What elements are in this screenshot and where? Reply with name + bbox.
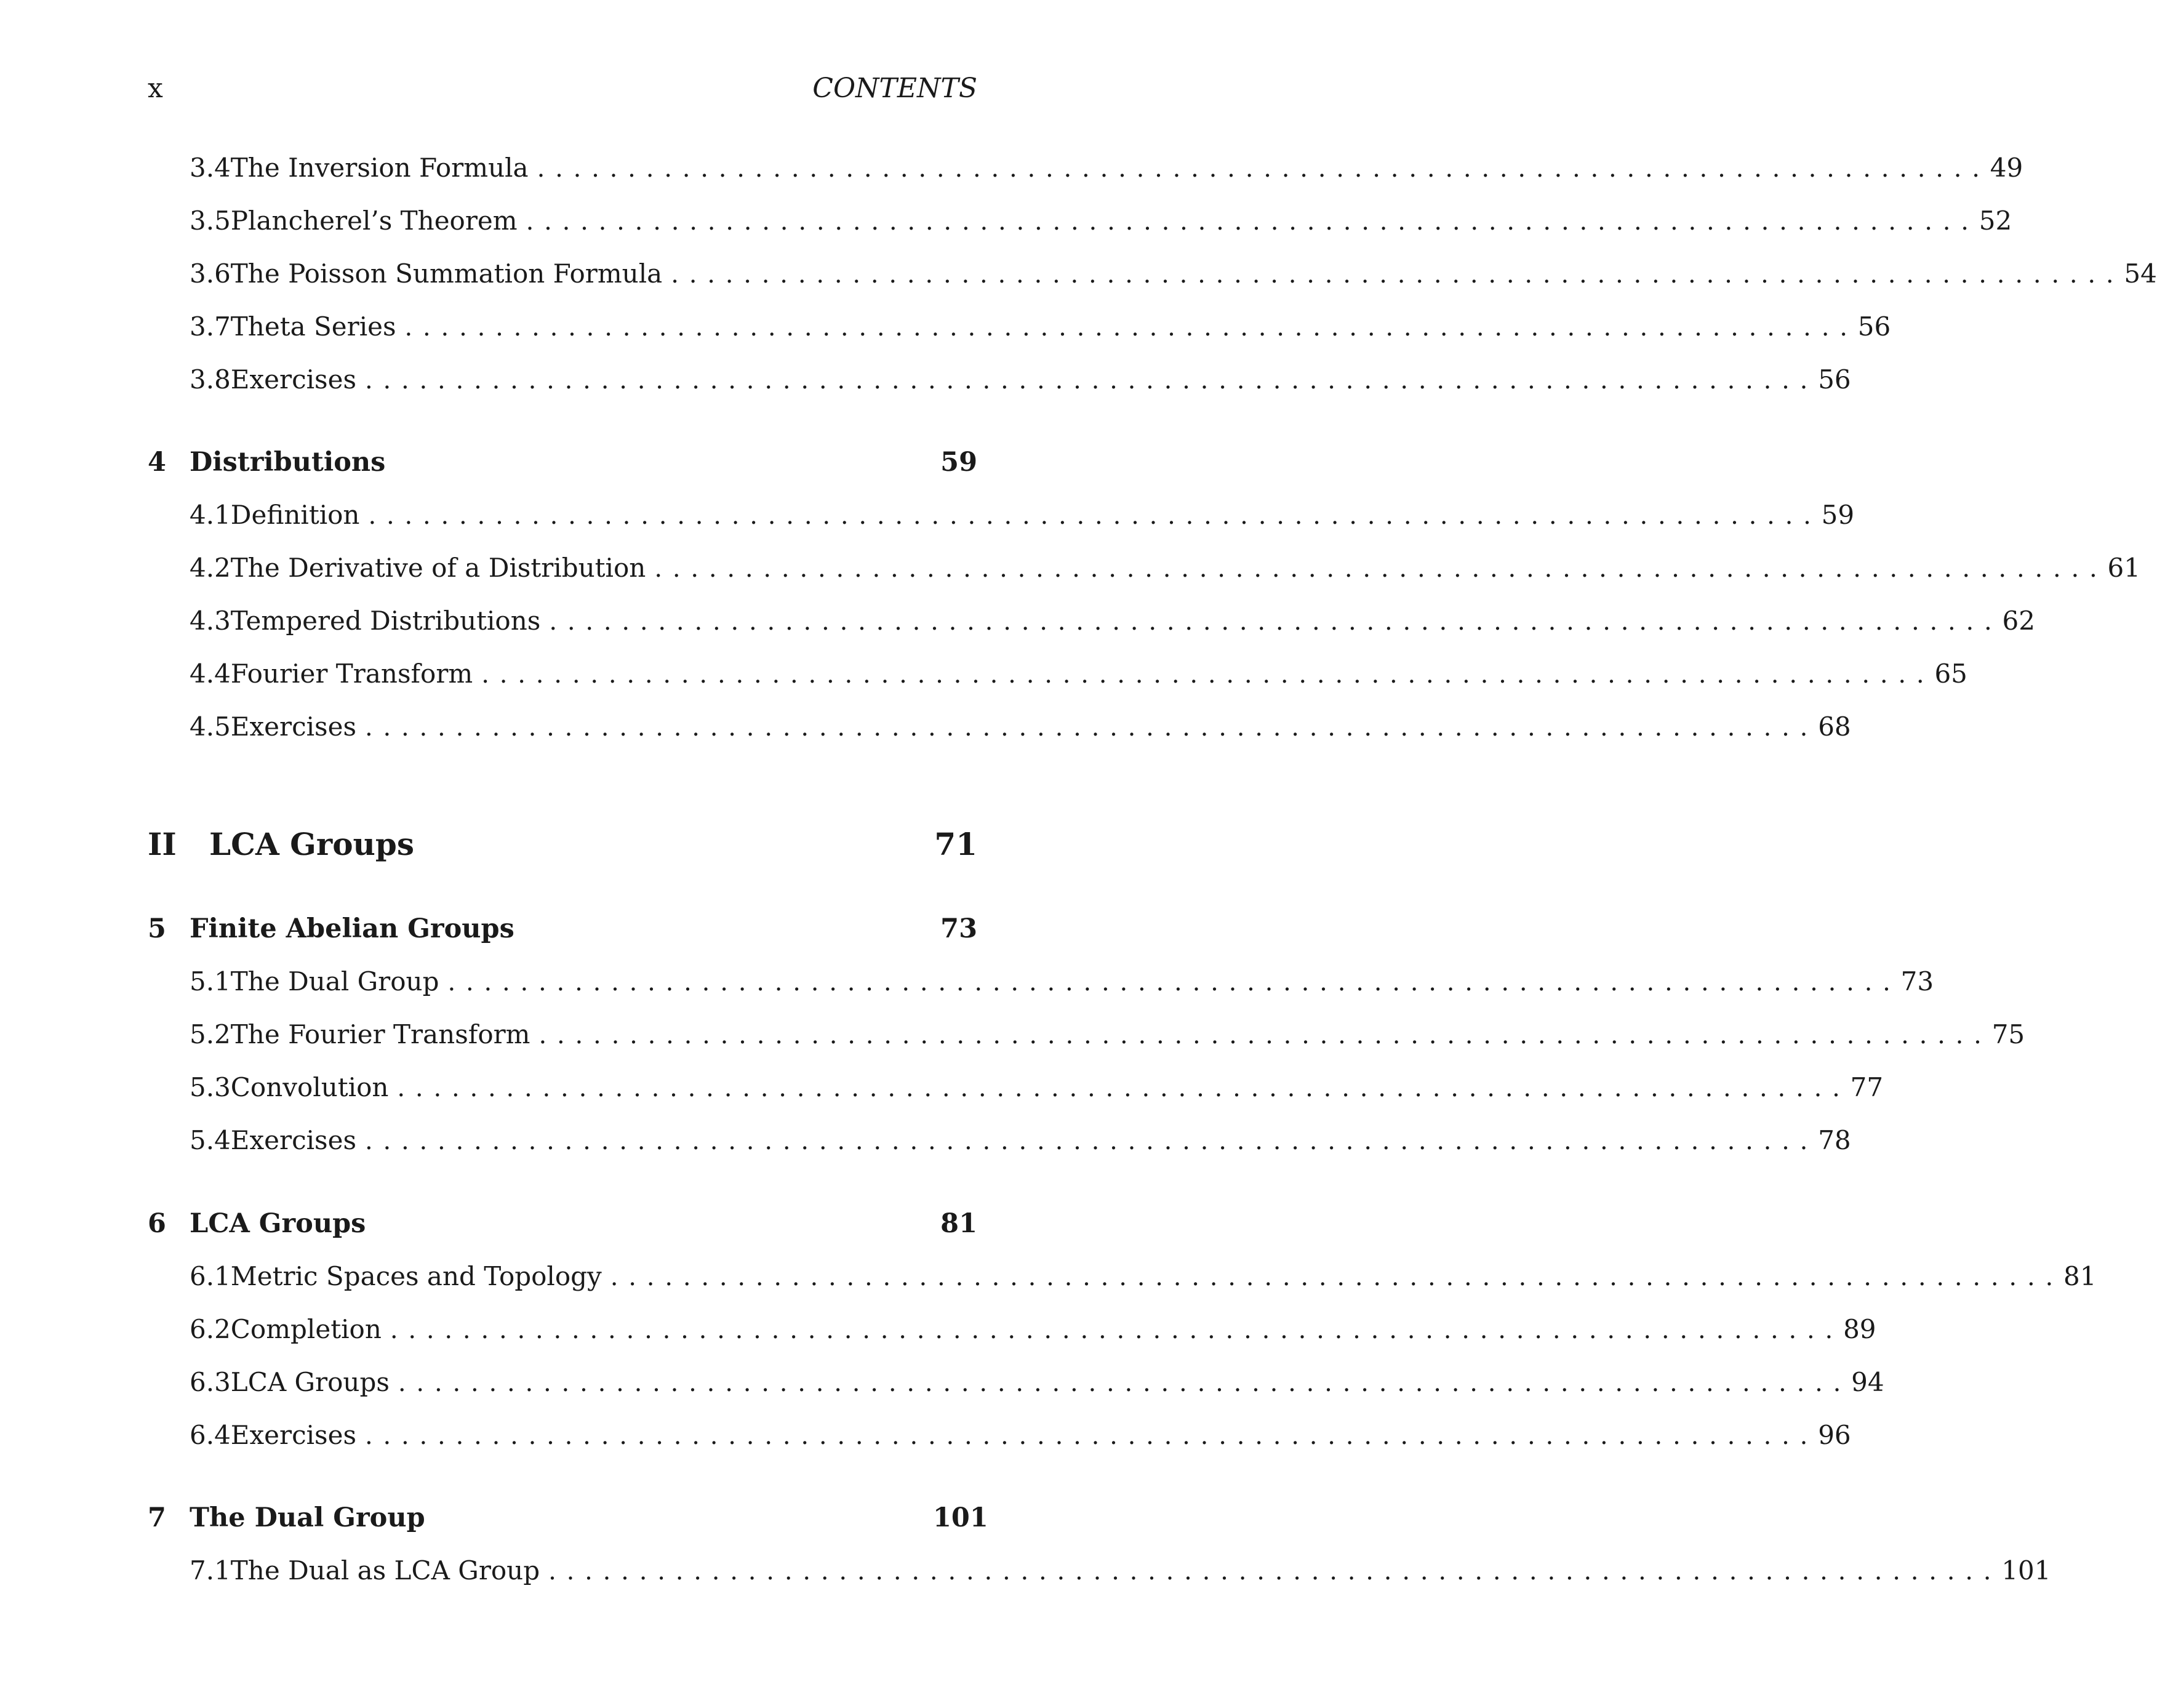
entry-number: 5.4 — [190, 1125, 231, 1155]
entry-number: 6.2 — [190, 1314, 231, 1344]
dot-leader: ................................................................................ — [548, 1557, 2002, 1586]
chapter-page: 59 — [940, 447, 977, 478]
entry-number: 3.5 — [190, 206, 231, 236]
entry-page: 52 — [1979, 206, 2012, 236]
entry-page: 73 — [1900, 966, 1934, 996]
toc-entry-section[interactable] — [148, 606, 2035, 643]
entry-page: 96 — [1818, 1420, 1851, 1450]
toc-entry-section[interactable] — [148, 364, 1851, 401]
toc-entry-section[interactable] — [148, 553, 2140, 590]
entry-title: Completion — [230, 1314, 382, 1344]
dot-leader: ................................................................................ — [538, 1021, 1992, 1049]
dot-leader: ................................................................................ — [397, 1074, 1851, 1102]
entry-page: 75 — [1991, 1019, 2025, 1049]
entry-title: The Fourier Transform — [230, 1019, 530, 1049]
entry-title: Exercises — [230, 1420, 356, 1450]
entry-page: 56 — [1857, 311, 1891, 342]
chapter-number: 7 — [148, 1502, 166, 1533]
entry-page: 89 — [1843, 1314, 1876, 1344]
entry-title: Fourier Transform — [230, 659, 473, 689]
page-number: x — [148, 73, 163, 104]
dot-leader: ................................................................................ — [365, 713, 1819, 742]
entry-page: 68 — [1818, 712, 1851, 742]
entry-title: Exercises — [230, 712, 356, 742]
entry-number: 4.5 — [190, 712, 231, 742]
toc-entry-section[interactable] — [148, 206, 2012, 243]
entry-number: 6.1 — [190, 1261, 231, 1291]
entry-page: 54 — [2124, 259, 2157, 289]
entry-title: Exercises — [230, 364, 356, 395]
toc-entry-section[interactable] — [148, 1072, 1884, 1109]
toc-entry-section[interactable] — [148, 712, 1851, 748]
toc-entry-section[interactable] — [148, 311, 1891, 348]
dot-leader: ................................................................................ — [549, 607, 2003, 636]
part-title: LCA Groups — [209, 826, 415, 862]
running-title: CONTENTS — [812, 73, 977, 104]
chapter-title: LCA Groups — [190, 1208, 366, 1239]
entry-title: Exercises — [230, 1125, 356, 1155]
toc-entry-section[interactable] — [148, 259, 2157, 295]
toc-entry-section[interactable] — [148, 1555, 2051, 1592]
chapter-number: 4 — [148, 447, 166, 478]
entry-page: 78 — [1818, 1125, 1851, 1155]
entry-number: 4.2 — [190, 553, 231, 583]
entry-title: Theta Series — [230, 311, 396, 342]
entry-page: 81 — [2063, 1261, 2097, 1291]
dot-leader: ................................................................................ — [610, 1263, 2063, 1291]
toc-entry-part[interactable] — [148, 826, 977, 863]
toc-entry-section[interactable] — [148, 1019, 2025, 1056]
entry-page: 49 — [1990, 153, 2023, 183]
entry-title: Definition — [230, 500, 360, 530]
entry-title: Metric Spaces and Topology — [230, 1261, 602, 1291]
entry-title: The Inversion Formula — [230, 153, 529, 183]
entry-page: 77 — [1850, 1072, 1884, 1102]
entry-title: The Derivative of a Distribution — [230, 553, 646, 583]
toc-entry-chapter[interactable] — [148, 1208, 977, 1245]
toc-entry-section[interactable] — [148, 153, 2023, 190]
toc-entry-section[interactable] — [148, 1125, 1851, 1162]
dot-leader: ................................................................................ — [365, 1422, 1819, 1450]
dot-leader: ................................................................................ — [404, 313, 1858, 342]
entry-number: 4.3 — [190, 606, 231, 636]
chapter-title: Distributions — [190, 447, 386, 478]
entry-number: 3.7 — [190, 311, 231, 342]
toc-entry-chapter[interactable] — [148, 447, 977, 484]
part-number: II — [148, 826, 177, 862]
toc-entry-section[interactable] — [148, 966, 1934, 1003]
entry-title: Plancherel’s Theorem — [230, 206, 518, 236]
toc-entry-section[interactable] — [148, 500, 1855, 537]
chapter-title: Finite Abelian Groups — [190, 913, 514, 944]
entry-number: 7.1 — [190, 1555, 231, 1586]
toc-entry-section[interactable] — [148, 1367, 1884, 1404]
entry-number: 6.3 — [190, 1367, 231, 1397]
chapter-page: 101 — [933, 1502, 988, 1533]
entry-number: 4.1 — [190, 500, 231, 530]
dot-leader: ................................................................................ — [365, 1127, 1819, 1155]
chapter-page: 81 — [940, 1208, 977, 1239]
toc-entry-section[interactable] — [148, 1314, 1876, 1351]
entry-title: Convolution — [230, 1072, 389, 1102]
toc-entry-section[interactable] — [148, 1420, 1851, 1457]
entry-page: 59 — [1821, 500, 1855, 530]
entry-title: The Poisson Summation Formula — [230, 259, 663, 289]
entry-number: 5.2 — [190, 1019, 231, 1049]
entry-page: 56 — [1818, 364, 1851, 395]
entry-number: 5.3 — [190, 1072, 231, 1102]
toc-entry-section[interactable] — [148, 1261, 2097, 1298]
dot-leader: ................................................................................ — [481, 660, 1935, 689]
toc-entry-section[interactable] — [148, 659, 1967, 696]
part-page: 71 — [934, 826, 977, 862]
dot-leader: ................................................................................ — [398, 1369, 1852, 1397]
entry-page: 61 — [2107, 553, 2140, 583]
entry-title: Tempered Distributions — [230, 606, 541, 636]
toc-entry-chapter[interactable] — [148, 913, 977, 950]
dot-leader: ................................................................................ — [368, 502, 1822, 530]
dot-leader: ................................................................................ — [447, 968, 1901, 996]
toc-entry-chapter[interactable] — [148, 1502, 988, 1539]
dot-leader: ................................................................................ — [526, 207, 1979, 236]
entry-title: LCA Groups — [230, 1367, 390, 1397]
entry-page: 62 — [2002, 606, 2035, 636]
dot-leader: ................................................................................ — [390, 1316, 1844, 1344]
dot-leader: ................................................................................ — [671, 260, 2124, 289]
entry-number: 3.4 — [190, 153, 231, 183]
dot-leader: ................................................................................ — [654, 555, 2108, 583]
entry-number: 3.6 — [190, 259, 231, 289]
entry-title: The Dual Group — [230, 966, 439, 996]
entry-page: 65 — [1934, 659, 1967, 689]
dot-leader: ................................................................................ — [365, 366, 1819, 395]
entry-number: 6.4 — [190, 1420, 231, 1450]
chapter-number: 6 — [148, 1208, 166, 1239]
entry-number: 3.8 — [190, 364, 231, 395]
chapter-page: 73 — [940, 913, 977, 944]
entry-title: The Dual as LCA Group — [230, 1555, 540, 1586]
chapter-number: 5 — [148, 913, 166, 944]
dot-leader: ................................................................................ — [537, 154, 1990, 183]
chapter-title: The Dual Group — [190, 1502, 425, 1533]
entry-number: 4.4 — [190, 659, 231, 689]
entry-page: 101 — [2001, 1555, 2051, 1586]
entry-number: 5.1 — [190, 966, 231, 996]
entry-page: 94 — [1851, 1367, 1884, 1397]
